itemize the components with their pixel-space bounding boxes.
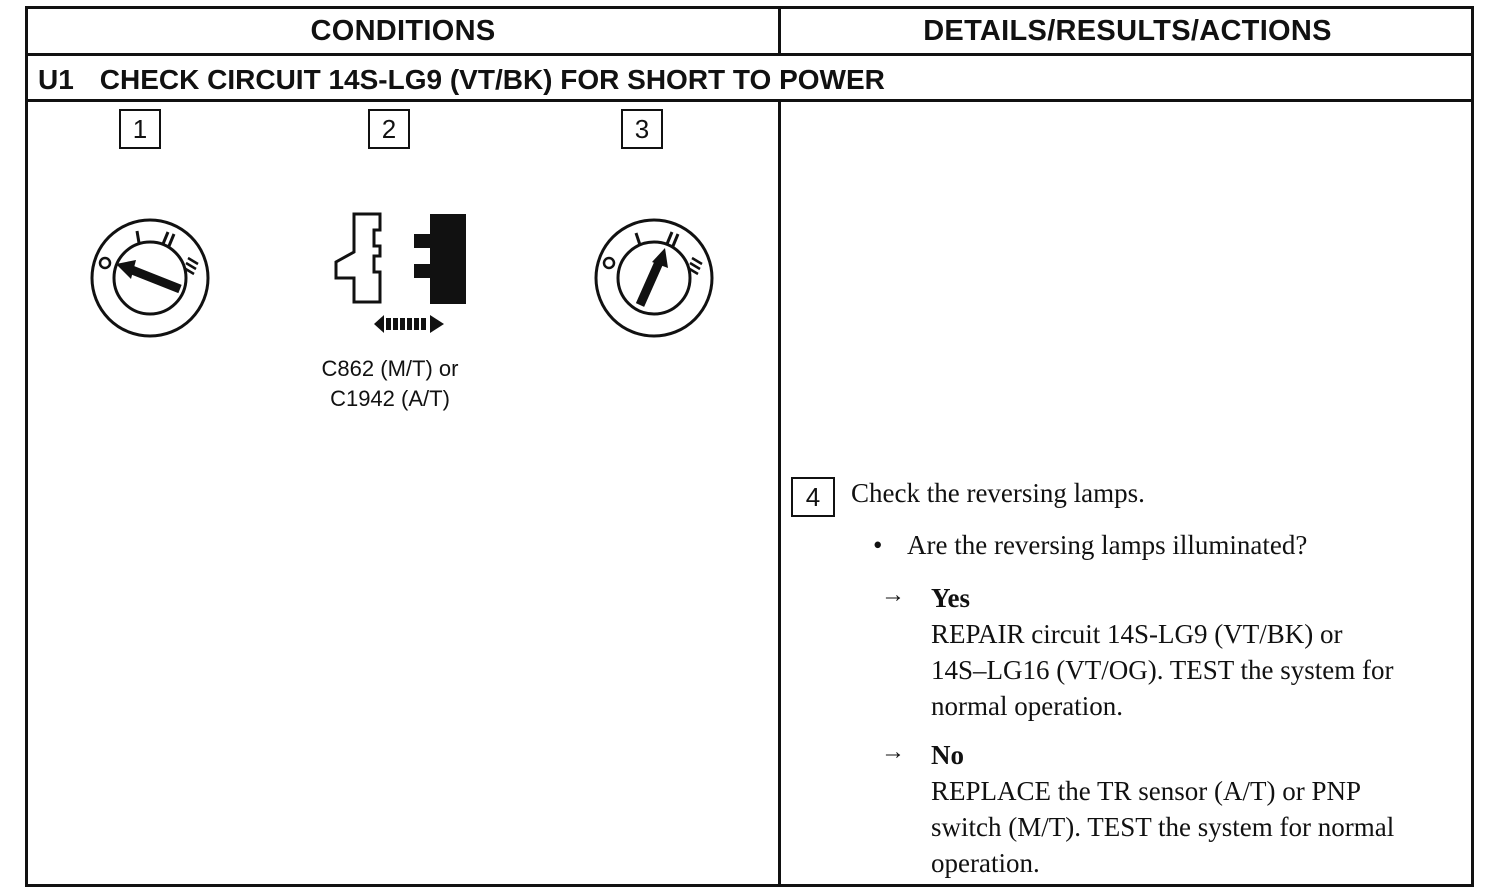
question-text: Are the reversing lamps illuminated? [907,530,1308,560]
yes-branch [881,580,1393,724]
yes-line-1: REPAIR circuit 14S-LG9 (VT/BK) or [931,619,1343,649]
connector-caption [290,354,490,414]
connector-disconnect-icon [330,210,470,340]
header-divider [28,53,1471,56]
details-step-box-4: 4 [791,477,835,517]
step-heading: CHECK CIRCUIT 14S-LG9 (VT/BK) FOR SHORT TO POWER [99,64,885,95]
arrow-right-icon: → [881,739,905,765]
instruction-text: Check the reversing lamps. [851,478,1145,508]
yes-line-2: 14S–LG16 (VT/OG). TEST the system for [931,655,1394,685]
yes-line-3: normal operation. [931,691,1123,721]
condition-box-2: 2 [368,109,410,149]
no-line-1: REPLACE the TR sensor (A/T) or PNP [931,776,1361,806]
connector-caption-line2: C1942 (A/T) [330,386,450,411]
no-branch [881,737,1394,881]
ignition-switch-off-icon [88,218,212,342]
step-id: U1 [38,64,74,95]
connector-caption-line1: C862 (M/T) or [321,356,459,381]
condition-box-3: 3 [621,109,663,149]
bullet-icon: • [873,530,883,560]
no-label: No [931,740,964,770]
column-divider-body [778,102,781,884]
details-header: DETAILS/RESULTS/ACTIONS [923,14,1332,47]
no-line-2: switch (M/T). TEST the system for normal [931,812,1395,842]
ignition-switch-on-icon [592,218,716,342]
step-title [38,58,885,102]
no-line-3: operation. [931,848,1040,878]
condition-box-1: 1 [119,109,161,149]
conditions-header: CONDITIONS [310,14,496,47]
yes-label: Yes [931,583,970,613]
question-item [873,530,1307,561]
arrow-right-icon: → [881,582,905,608]
